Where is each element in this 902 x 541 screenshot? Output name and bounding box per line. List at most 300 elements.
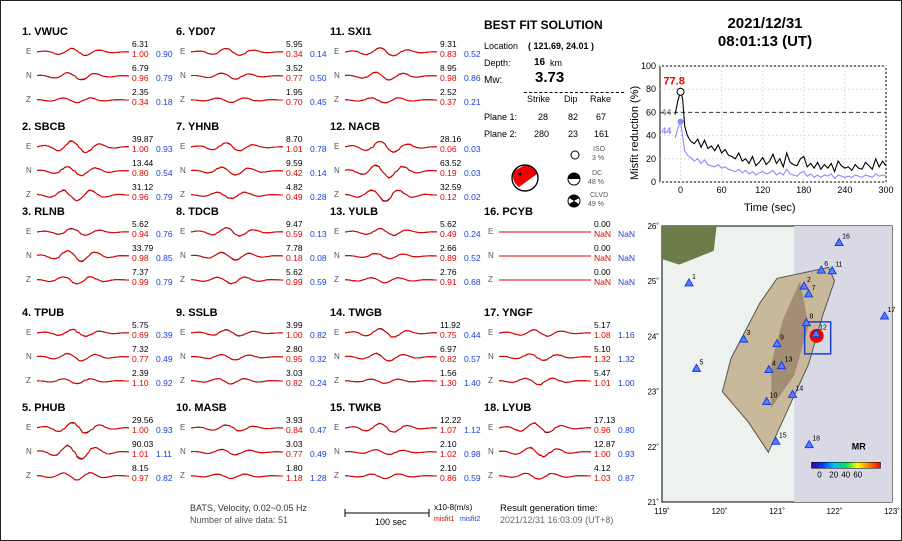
location-value: ( 121.69, 24.01 ) (528, 41, 595, 51)
misfit1-value: 0.99 (286, 277, 303, 287)
misfit2-value: 0.78 (310, 144, 327, 154)
event-datetime (690, 15, 840, 51)
misfit1-value: 0.96 (132, 73, 149, 83)
misfit1-value: 1.07 (440, 425, 457, 435)
misfit2-value: 0.57 (464, 354, 481, 364)
waveform-svg (191, 185, 283, 205)
x-tick-label: 0 (678, 185, 684, 195)
component-trace (22, 87, 173, 114)
station-panel (22, 206, 172, 301)
misfit2-value: 0.50 (310, 73, 327, 83)
mr-legend-tick: 0 (817, 470, 822, 480)
waveform-svg (499, 371, 591, 391)
misfit1-value: 1.01 (286, 144, 303, 154)
peak-amplitude: 8.15 (132, 463, 149, 473)
component-label: Z (26, 95, 31, 104)
x-tick-label: 120 (755, 185, 771, 195)
component-trace (484, 320, 635, 347)
synthetic-waveform (345, 423, 437, 432)
peak-amplitude: 2.66 (440, 243, 457, 253)
x-tick-label: 240 (837, 185, 853, 195)
misfit2-value: 0.24 (464, 229, 481, 239)
component-trace (330, 267, 481, 294)
waveform-svg (37, 66, 129, 86)
plane1-dip: 82 (568, 112, 579, 122)
component-label: N (180, 447, 186, 456)
waveform-svg (499, 222, 591, 242)
component-trace (330, 219, 481, 246)
station-label: 17. YNGF (484, 307, 533, 319)
misfit2-value: NaN (618, 253, 636, 263)
component-label: E (334, 227, 340, 236)
clvd-percent: 49 % (588, 201, 604, 208)
peak-amplitude: 3.52 (286, 63, 303, 73)
station-panel (22, 307, 172, 402)
station-label: 18. LYUB (484, 402, 532, 414)
component-trace (330, 344, 481, 371)
mw-label: Mw: (484, 75, 503, 86)
misfit1-value: 0.49 (286, 192, 303, 202)
synthetic-waveform (191, 252, 283, 260)
station-label: 7. YHNB (176, 121, 220, 133)
component-label: N (180, 251, 186, 260)
station-panel (176, 206, 326, 301)
misfit1-value: 0.84 (286, 425, 303, 435)
station-label: 2. SBCB (22, 121, 66, 133)
station-number: 14 (795, 385, 804, 393)
synthetic-waveform (191, 192, 283, 199)
chart-ylabel: Misfit reduction (%) (629, 85, 641, 180)
misfit1-value: 0.06 (440, 144, 457, 154)
waveform-svg (345, 66, 437, 86)
peak-amplitude: 4.12 (594, 463, 611, 473)
waveform-svg (191, 418, 283, 438)
synthetic-waveform (345, 190, 437, 202)
misfit2-value: 0.28 (310, 192, 327, 202)
focal-mechanism-beachball (510, 163, 540, 193)
peak-amplitude: 2.76 (440, 267, 457, 277)
component-label: Z (488, 275, 493, 284)
misfit1-value: 0.96 (132, 192, 149, 202)
waveform-svg (37, 347, 129, 367)
component-label: E (334, 47, 340, 56)
synthetic-waveform (345, 98, 437, 103)
synthetic-waveform (499, 330, 591, 337)
misfit1-value: 1.00 (594, 449, 611, 459)
misfit1-legend: misfit1 (434, 516, 455, 523)
component-trace (484, 463, 635, 490)
component-trace (22, 267, 173, 294)
plane2-dip: 23 (568, 129, 579, 139)
component-label: Z (180, 275, 185, 284)
component-label: Z (334, 190, 339, 199)
component-label: E (26, 328, 32, 337)
peak-amplitude: 3.93 (286, 415, 303, 425)
station-label: 3. RLNB (22, 206, 65, 218)
waveform-svg (499, 418, 591, 438)
station-panel (22, 402, 172, 497)
alive-data-count: Number of alive data: 51 (190, 515, 289, 525)
component-trace (330, 463, 481, 490)
synthetic-waveform (345, 254, 437, 259)
synthetic-waveform (37, 48, 129, 55)
lon-tick-label: 119˚ (654, 507, 670, 516)
misfit1-value: 0.75 (440, 330, 457, 340)
component-label: E (180, 47, 186, 56)
waveform-svg (191, 442, 283, 462)
misfit1-value: 0.95 (286, 354, 303, 364)
plane1-rake: 67 (596, 112, 607, 122)
peak-amplitude: 90.03 (132, 439, 154, 449)
component-trace (330, 415, 481, 442)
component-trace (22, 439, 172, 466)
misfit2-value: 1.16 (618, 330, 635, 340)
peak-amplitude: 32.59 (440, 182, 462, 192)
misfit1-value: 1.00 (286, 330, 303, 340)
peak-amplitude: 5.62 (440, 219, 457, 229)
station-number: 4 (771, 360, 776, 368)
synthetic-waveform (345, 353, 437, 361)
peak-amplitude: 1.80 (286, 463, 303, 473)
misfit1-value: 1.00 (132, 49, 149, 59)
misfit1-value: 1.01 (594, 378, 611, 388)
misfit2-value: 0.14 (310, 49, 327, 59)
station-label: 11. SXI1 (330, 26, 372, 38)
station-panel (330, 307, 480, 402)
misfit1-value: 0.83 (440, 49, 457, 59)
lat-tick-label: 24˚ (647, 332, 659, 342)
component-label: N (180, 71, 186, 80)
lat-tick-label: 23˚ (647, 387, 659, 397)
component-trace (484, 368, 635, 395)
peak-amplitude: 5.47 (594, 368, 611, 378)
x-tick-label: 180 (796, 185, 812, 195)
misfit1-value: 0.97 (132, 473, 149, 483)
waveform-svg (499, 347, 591, 367)
component-label: E (334, 423, 340, 432)
lat-tick-label: 26˚ (647, 222, 659, 231)
misfit1-value: 1.01 (132, 449, 149, 459)
synthetic-waveform (37, 98, 129, 103)
misfit1-value: 0.80 (132, 168, 149, 178)
peak-amplitude: 3.03 (286, 368, 303, 378)
misfit2-value: 0.68 (464, 277, 481, 287)
misfit1-value: 1.32 (594, 354, 611, 364)
peak-amplitude: 1.56 (440, 368, 457, 378)
peak-amplitude: 2.52 (440, 87, 457, 97)
misfit1-value: 0.42 (286, 168, 303, 178)
misfit2-value: 0.93 (156, 144, 173, 154)
station-label: 8. TDCB (176, 206, 219, 218)
synthetic-waveform (345, 48, 437, 56)
synthetic-waveform (345, 228, 437, 235)
misfit1-value: 0.70 (286, 97, 303, 107)
waveform-svg (345, 347, 437, 367)
misfit2-value: 0.86 (464, 73, 481, 83)
misfit1-value: 0.94 (132, 229, 149, 239)
peak-amplitude: 6.31 (132, 39, 149, 49)
y-tick-label: 20 (645, 153, 656, 164)
waveform-svg (499, 466, 591, 486)
waveform-svg (345, 161, 437, 181)
component-trace (330, 39, 481, 66)
synthetic-waveform (345, 474, 437, 478)
synthetic-waveform (499, 423, 591, 433)
component-label: N (334, 71, 340, 80)
station-number: 7 (811, 284, 816, 292)
col-rake: Rake (590, 94, 612, 104)
component-trace (22, 243, 173, 270)
chart-xlabel: Time (sec) (744, 202, 796, 214)
waveform-svg (345, 466, 437, 486)
synthetic-waveform (191, 228, 283, 237)
station-label: 4. TPUB (22, 307, 65, 319)
synthetic-waveform (37, 473, 129, 481)
lon-tick-label: 122˚ (826, 507, 843, 516)
misfit2-value: 0.93 (156, 425, 173, 435)
station-label: 15. TWKB (330, 402, 382, 414)
waveform-svg (37, 442, 129, 462)
mr-legend-tick: 20 (829, 470, 839, 480)
station-number: 15 (778, 432, 787, 440)
mr-legend-tick: 60 (853, 470, 863, 480)
misfit1-value: 0.37 (440, 97, 457, 107)
component-label: N (334, 352, 340, 361)
station-label: 10. MASB (176, 402, 227, 414)
misfit2-value: 0.82 (310, 330, 327, 340)
component-label: N (180, 352, 186, 361)
synthetic-waveform (499, 378, 591, 385)
depth-value: 16 (534, 57, 546, 68)
synthetic-waveform (345, 166, 437, 179)
misfit1-value: 0.34 (132, 97, 149, 107)
misfit1-value: 1.02 (440, 449, 457, 459)
misfit2-value: 1.40 (464, 378, 481, 388)
component-trace (330, 63, 481, 90)
station-label: 13. YULB (330, 206, 379, 218)
waveform-svg (37, 161, 129, 181)
dc-percent: 48 % (588, 179, 604, 186)
misfit2-value: 0.49 (156, 354, 173, 364)
synthetic-waveform (191, 277, 283, 284)
observed-waveform (191, 277, 283, 283)
peak-amplitude: 5.62 (132, 219, 149, 229)
synthetic-waveform (37, 277, 129, 284)
misfit2-value: 0.39 (156, 330, 173, 340)
blue-peak-value: 44 (661, 125, 672, 136)
misfit2-value: 0.08 (310, 253, 327, 263)
misfit1-value: 1.03 (594, 473, 611, 483)
misfit1-value: 0.77 (132, 354, 149, 364)
component-trace (22, 463, 173, 490)
waveform-svg (345, 90, 437, 110)
synthetic-waveform (345, 72, 437, 80)
misfit1-value: NaN (594, 229, 612, 239)
mr-legend-tick: 40 (841, 470, 851, 480)
synthetic-waveform (191, 450, 283, 455)
lat-tick-label: 22˚ (647, 442, 659, 452)
waveform-svg (191, 371, 283, 391)
peak-amplitude: 9.47 (286, 219, 303, 229)
synthetic-waveform (345, 278, 437, 283)
component-label: E (26, 423, 32, 432)
misfit2-value: 0.79 (156, 277, 173, 287)
synthetic-waveform (191, 167, 283, 175)
peak-amplitude: 8.95 (440, 63, 457, 73)
x-tick-label: 300 (878, 185, 894, 195)
component-label: E (180, 423, 186, 432)
plane1-strike: 28 (538, 112, 549, 122)
station-number: 6 (824, 261, 829, 269)
waveform-svg (345, 137, 437, 157)
misfit2-value: 0.02 (464, 192, 481, 202)
component-trace (484, 243, 636, 270)
result-time-label: Result generation time: (500, 503, 598, 514)
peak-amplitude: 1.95 (286, 87, 303, 97)
misfit1-value: 1.18 (286, 473, 303, 483)
synthetic-waveform (191, 98, 283, 102)
peak-amplitude: 29.56 (132, 415, 154, 425)
component-label: N (26, 71, 32, 80)
station-panel (330, 121, 480, 216)
station-panel (176, 121, 326, 216)
component-trace (176, 368, 327, 395)
peak-amplitude: 3.03 (286, 439, 303, 449)
misfit1-value: 0.19 (440, 168, 457, 178)
misfit2-value: 0.59 (310, 277, 327, 287)
misfit2-value: 0.93 (618, 449, 635, 459)
peak-amplitude: 28.16 (440, 134, 462, 144)
misfit1-value: 0.77 (286, 73, 303, 83)
peak-amplitude: 5.62 (286, 267, 303, 277)
waveform-svg (345, 246, 437, 266)
misfit2-value: 1.12 (464, 425, 481, 435)
x-tick-label: 60 (716, 185, 727, 195)
misfit1-value: 0.18 (286, 253, 303, 263)
iso-percent: 3 % (592, 155, 605, 162)
waveform-svg (37, 466, 129, 486)
station-number: 8 (809, 313, 814, 321)
peak-amplitude: 11.92 (440, 320, 461, 330)
component-label: E (488, 328, 494, 337)
misfit2-value: 0.44 (464, 330, 481, 340)
misfit2-value: 0.85 (156, 253, 173, 263)
component-trace (22, 344, 173, 371)
station-label: 9. SSLB (176, 307, 218, 319)
synthetic-waveform (191, 379, 283, 385)
peak-value: 77.8 (663, 75, 685, 88)
synthetic-waveform (37, 353, 129, 361)
component-trace (176, 463, 327, 490)
misfit1-value: 0.89 (440, 253, 457, 263)
peak-amplitude: 63.52 (440, 158, 462, 168)
component-label: N (26, 352, 32, 361)
misfit1-value: 1.30 (440, 378, 457, 388)
peak-amplitude: 2.10 (440, 439, 457, 449)
peak-amplitude: 2.35 (132, 87, 149, 97)
misfit2-value: 0.79 (156, 73, 173, 83)
event-date: 2021/12/31 (727, 15, 803, 32)
time-scale-label: 100 sec (375, 517, 407, 527)
synthetic-waveform (37, 73, 129, 80)
component-trace (484, 267, 636, 294)
component-label: N (488, 447, 494, 456)
synthetic-waveform (191, 49, 283, 56)
peak-amplitude: 0.00 (594, 243, 611, 253)
waveform-svg (191, 270, 283, 290)
component-label: E (488, 227, 494, 236)
waveform-svg (37, 42, 129, 62)
y-tick-label: 60 (645, 107, 656, 118)
waveform-svg (345, 42, 437, 62)
misfit1-value: NaN (594, 277, 612, 287)
peak-amplitude: 12.22 (440, 415, 462, 425)
station-label: 5. PHUB (22, 402, 66, 414)
component-label: N (334, 251, 340, 260)
component-trace (176, 219, 327, 246)
peak-amplitude: 9.31 (440, 39, 457, 49)
component-label: Z (26, 471, 31, 480)
location-label: Location (484, 41, 519, 51)
synthetic-waveform (345, 142, 437, 153)
solution-heading: BEST FIT SOLUTION (484, 18, 603, 32)
waveform-svg (37, 418, 129, 438)
waveform-svg (191, 90, 283, 110)
peak-amplitude: 33.79 (132, 243, 154, 253)
observed-waveform (37, 423, 129, 434)
misfit1-value: 0.98 (132, 253, 149, 263)
peak-amplitude: 5.75 (132, 320, 149, 330)
misfit2-value: 0.82 (156, 473, 173, 483)
component-label: N (26, 251, 32, 260)
misfit2-value: 0.76 (156, 229, 173, 239)
component-trace (176, 320, 327, 347)
lat-tick-label: 21˚ (647, 498, 659, 507)
observed-waveform (37, 277, 129, 284)
component-trace (176, 87, 327, 114)
peak-amplitude: 7.37 (132, 267, 149, 277)
misfit1-value: 0.82 (286, 378, 303, 388)
component-label: E (488, 423, 494, 432)
misfit2-value: NaN (618, 277, 636, 287)
component-trace (176, 439, 327, 466)
y-tick-label: 0 (650, 177, 656, 187)
event-time: 08:01:13 (UT) (717, 33, 813, 50)
misfit2-value: 0.45 (310, 97, 327, 107)
misfit1-value: 0.49 (440, 229, 457, 239)
misfit2-value: 0.59 (464, 473, 481, 483)
synthetic-waveform (37, 445, 129, 458)
misfit1-value: 0.82 (440, 354, 457, 364)
component-label: E (26, 227, 32, 236)
peak-amplitude: 0.00 (594, 267, 611, 277)
misfit2-value: 0.92 (156, 378, 173, 388)
misfit2-value: 0.03 (464, 168, 481, 178)
misfit2-value: 0.24 (310, 378, 327, 388)
component-trace (330, 87, 481, 114)
plot-area (660, 66, 886, 182)
misfit2-value: 0.80 (618, 425, 635, 435)
result-time: 2021/12/31 16:03:09 (UT+8) (500, 515, 614, 525)
component-trace (176, 158, 327, 185)
synthetic-waveform (191, 73, 283, 79)
component-label: N (334, 447, 340, 456)
waveform-svg (499, 323, 591, 343)
y-tick-label: 80 (645, 84, 656, 95)
misfit2-value: 1.32 (618, 354, 635, 364)
lon-tick-label: 123˚ (883, 507, 900, 516)
misfit2-value: 0.52 (464, 253, 481, 263)
